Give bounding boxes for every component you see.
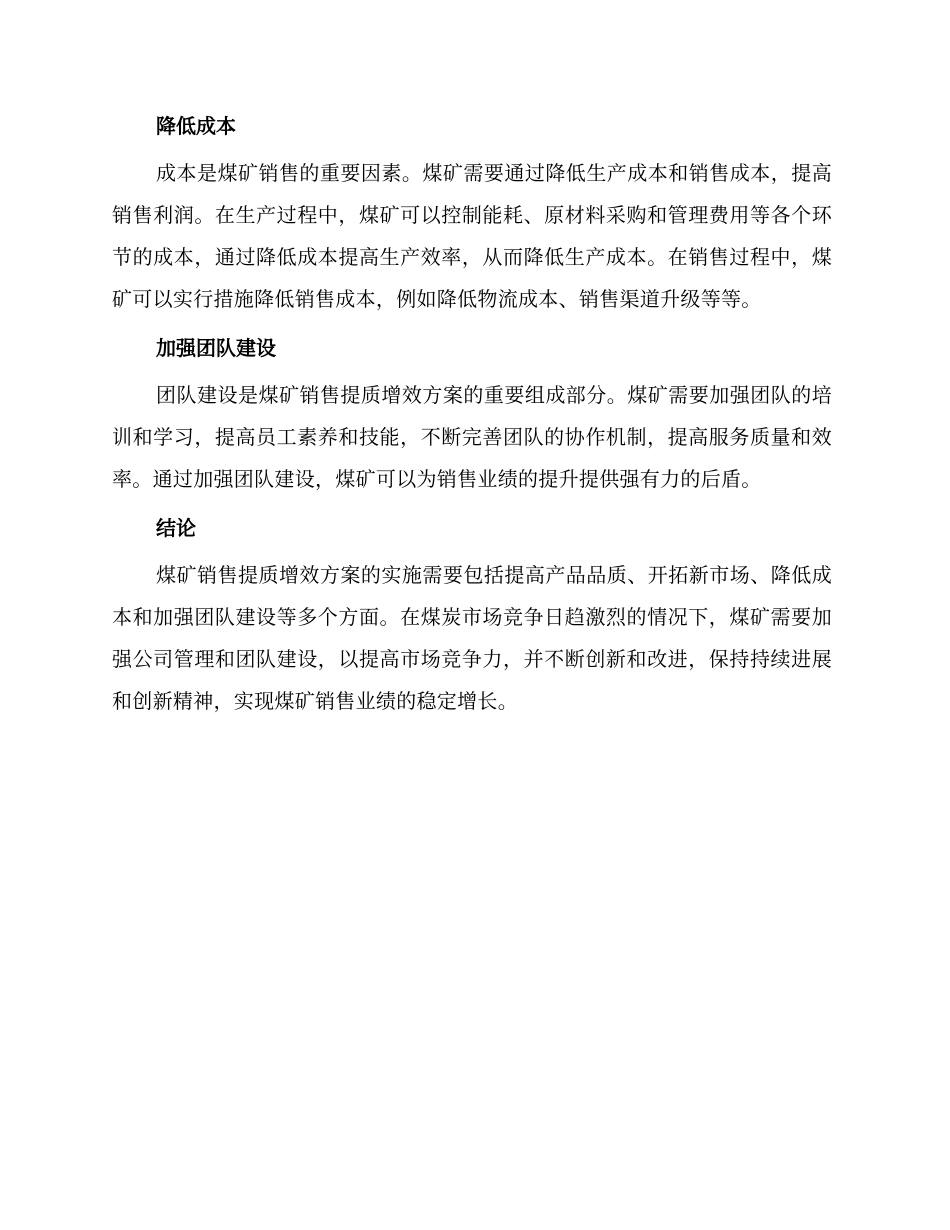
section-heading: 加强团队建设 bbox=[156, 336, 276, 360]
section-heading: 降低成本 bbox=[156, 114, 236, 138]
section-team-building bbox=[112, 332, 832, 512]
section-paragraph: 成本是煤矿销售的重要因素。煤矿需要通过降低生产成本和销售成本，提高销售利润。在生产过程中，煤矿可以控制能耗、原材料采购和管理费用等各个环节的成本，通过降低成本提高生产效率，从而降低生产成本。在销售过程中，煤矿可以实行措施降低销售成本，例如降低物流成本、销售渠道升级等等。 bbox=[112, 161, 832, 311]
document-page bbox=[112, 110, 832, 722]
section-conclusion bbox=[112, 512, 832, 722]
section-paragraph: 团队建设是煤矿销售提质增效方案的重要组成部分。煤矿需要加强团队的培训和学习，提高员工素养和技能，不断完善团队的协作机制，提高服务质量和效率。通过加强团队建设，煤矿可以为销售业绩的提升提供强有力的后盾。 bbox=[112, 383, 832, 491]
section-reduce-cost bbox=[112, 110, 832, 332]
section-paragraph: 煤矿销售提质增效方案的实施需要包括提高产品品质、开拓新市场、降低成本和加强团队建设等多个方面。在煤炭市场竞争日趋激烈的情况下，煤矿需要加强公司管理和团队建设，以提高市场竞争力，并不断创新和改进，保持持续进展和创新精神，实现煤矿销售业绩的稳定增长。 bbox=[112, 563, 832, 713]
section-heading: 结论 bbox=[156, 516, 196, 540]
